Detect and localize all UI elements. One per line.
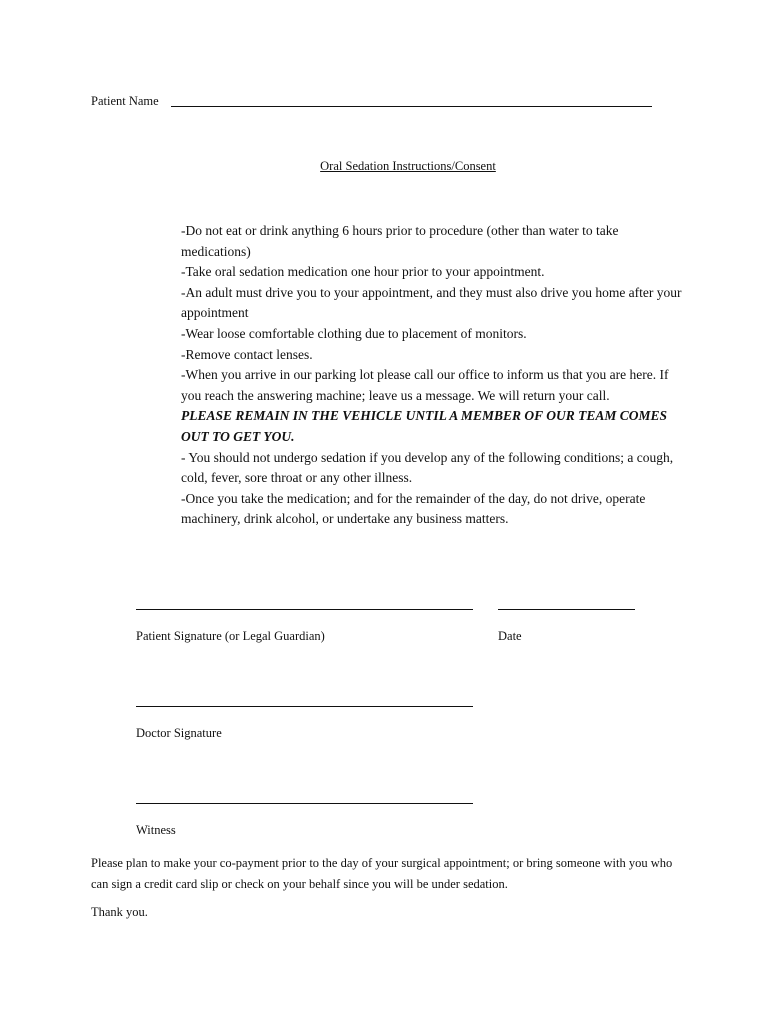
thank-you-text: Thank you. <box>91 905 148 919</box>
page-title: Oral Sedation Instructions/Consent <box>320 159 496 173</box>
date-label: Date <box>498 629 522 643</box>
instruction-item: -Remove contact lenses. <box>181 346 313 362</box>
patient-name-label: Patient Name <box>91 94 159 108</box>
instruction-item: -An adult must drive you to your appointment, and they must also drive you home after your appointment <box>181 284 682 321</box>
doctor-signature-label: Doctor Signature <box>136 726 222 740</box>
instructions-list <box>181 221 691 530</box>
copay-text: Please plan to make your co-payment prior to the day of your surgical appointment; or bring someone with you who can sign a credit card slip or check on your behalf since you will be under sedation. <box>91 856 673 891</box>
date-field[interactable] <box>498 609 635 610</box>
instruction-item: -Do not eat or drink anything 6 hours prior to procedure (other than water to take medications) <box>181 223 619 259</box>
instruction-item-emphasis: PLEASE REMAIN IN THE VEHICLE UNTIL A MEMBER OF OUR TEAM COMES OUT TO GET YOU. <box>181 408 667 444</box>
doctor-signature-field[interactable] <box>136 706 473 707</box>
copay-note <box>91 853 691 894</box>
instruction-item: -Take oral sedation medication one hour prior to your appointment. <box>181 264 545 280</box>
patient-name-field[interactable] <box>171 106 652 107</box>
instruction-item: -When you arrive in our parking lot please call our office to inform us that you are here. If you reach the answering machine; leave us a message. We will return your call. <box>181 367 669 403</box>
patient-signature-field[interactable] <box>136 609 473 610</box>
witness-signature-label: Witness <box>136 823 176 837</box>
instruction-item: - You should not undergo sedation if you develop any of the following conditions; a cough, cold, fever, sore throat or any other illness. <box>181 449 674 486</box>
witness-signature-field[interactable] <box>136 803 473 804</box>
instruction-item: -Wear loose comfortable clothing due to placement of monitors. <box>181 325 527 341</box>
patient-signature-label: Patient Signature (or Legal Guardian) <box>136 629 325 643</box>
instruction-item: -Once you take the medication; and for the remainder of the day, do not drive, operate machinery, drink alcohol, or undertake any business matters. <box>181 490 646 527</box>
